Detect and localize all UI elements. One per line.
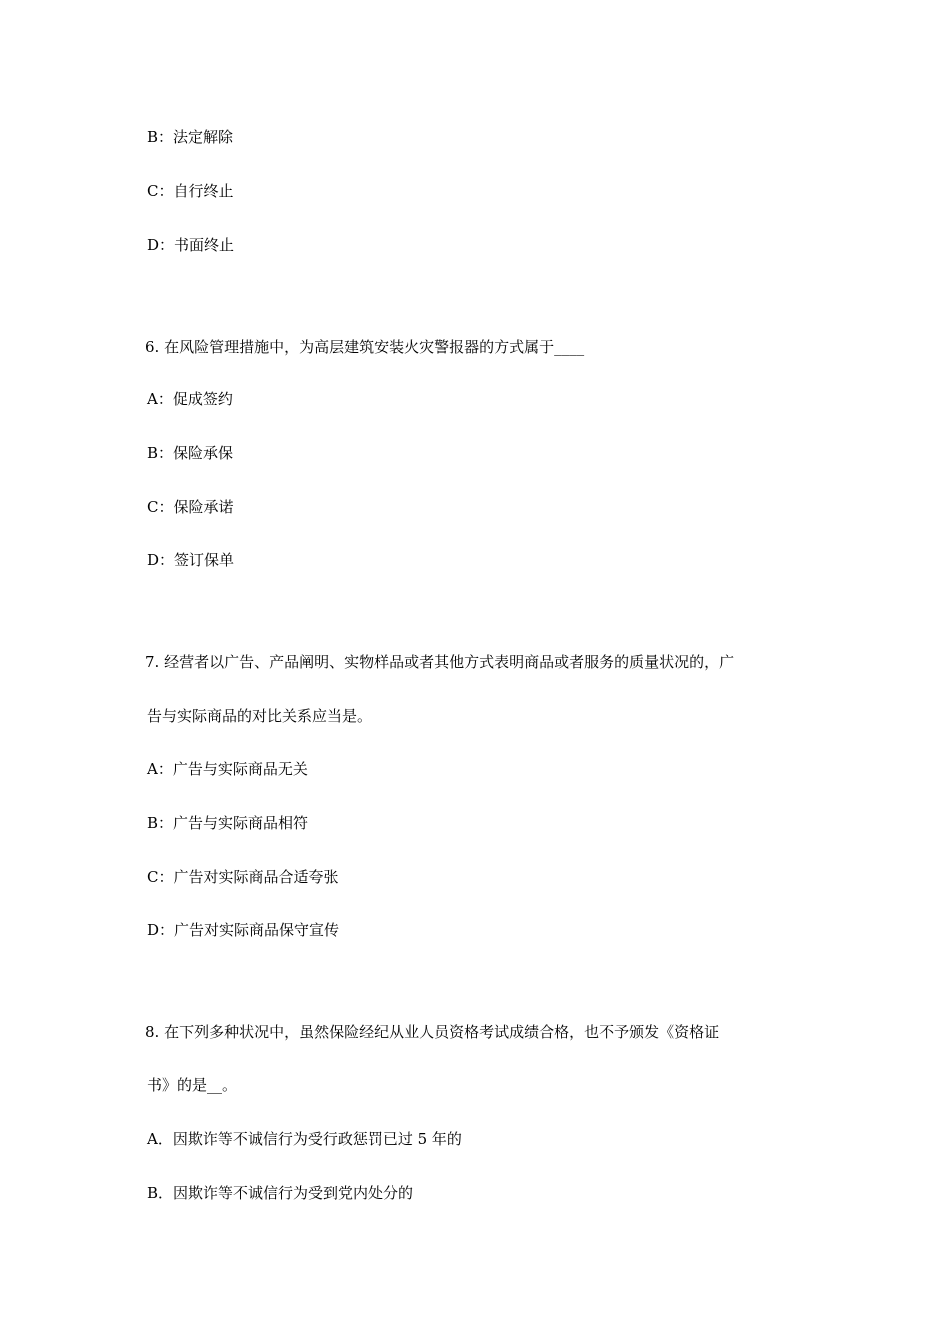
q6-option-a: A：促成签约: [147, 390, 233, 408]
q7-option-a: A：广告与实际商品无关: [147, 760, 308, 778]
q6-option-c: C：保险承诺: [147, 498, 234, 516]
q6-option-b: B：保险承保: [147, 444, 234, 462]
q6-stem: 6. 在风险管理措施中，为高层建筑安装火灾警报器的方式属于____: [145, 338, 585, 356]
q8-stem-line1: 8. 在下列多种状况中，虽然保险经纪从业人员资格考试成绩合格，也不予颁发《资格证: [145, 1023, 720, 1041]
q8-option-b: B．因欺诈等不诚信行为受到党内处分的: [147, 1184, 414, 1202]
q8-stem-line2: 书》的是__。: [147, 1076, 238, 1094]
q7-stem-line1: 7. 经营者以广告、产品阐明、实物样品或者其他方式表明商品或者服务的质量状况的，广: [145, 653, 735, 671]
q7-stem-line2: 告与实际商品的对比关系应当是。: [147, 707, 373, 725]
q6-option-d: D：签订保单: [147, 551, 235, 569]
q7-option-b: B：广告与实际商品相符: [147, 814, 309, 832]
q7-option-d: D：广告对实际商品保守宣传: [147, 921, 340, 939]
q5-option-d: D：书面终止: [147, 236, 235, 254]
q5-option-b: B：法定解除: [147, 128, 234, 146]
q5-option-c: C：自行终止: [147, 182, 234, 200]
q7-option-c: C：广告对实际商品合适夸张: [147, 868, 339, 886]
q8-option-a: A．因欺诈等不诚信行为受行政惩罚已过 5 年的: [147, 1130, 462, 1148]
